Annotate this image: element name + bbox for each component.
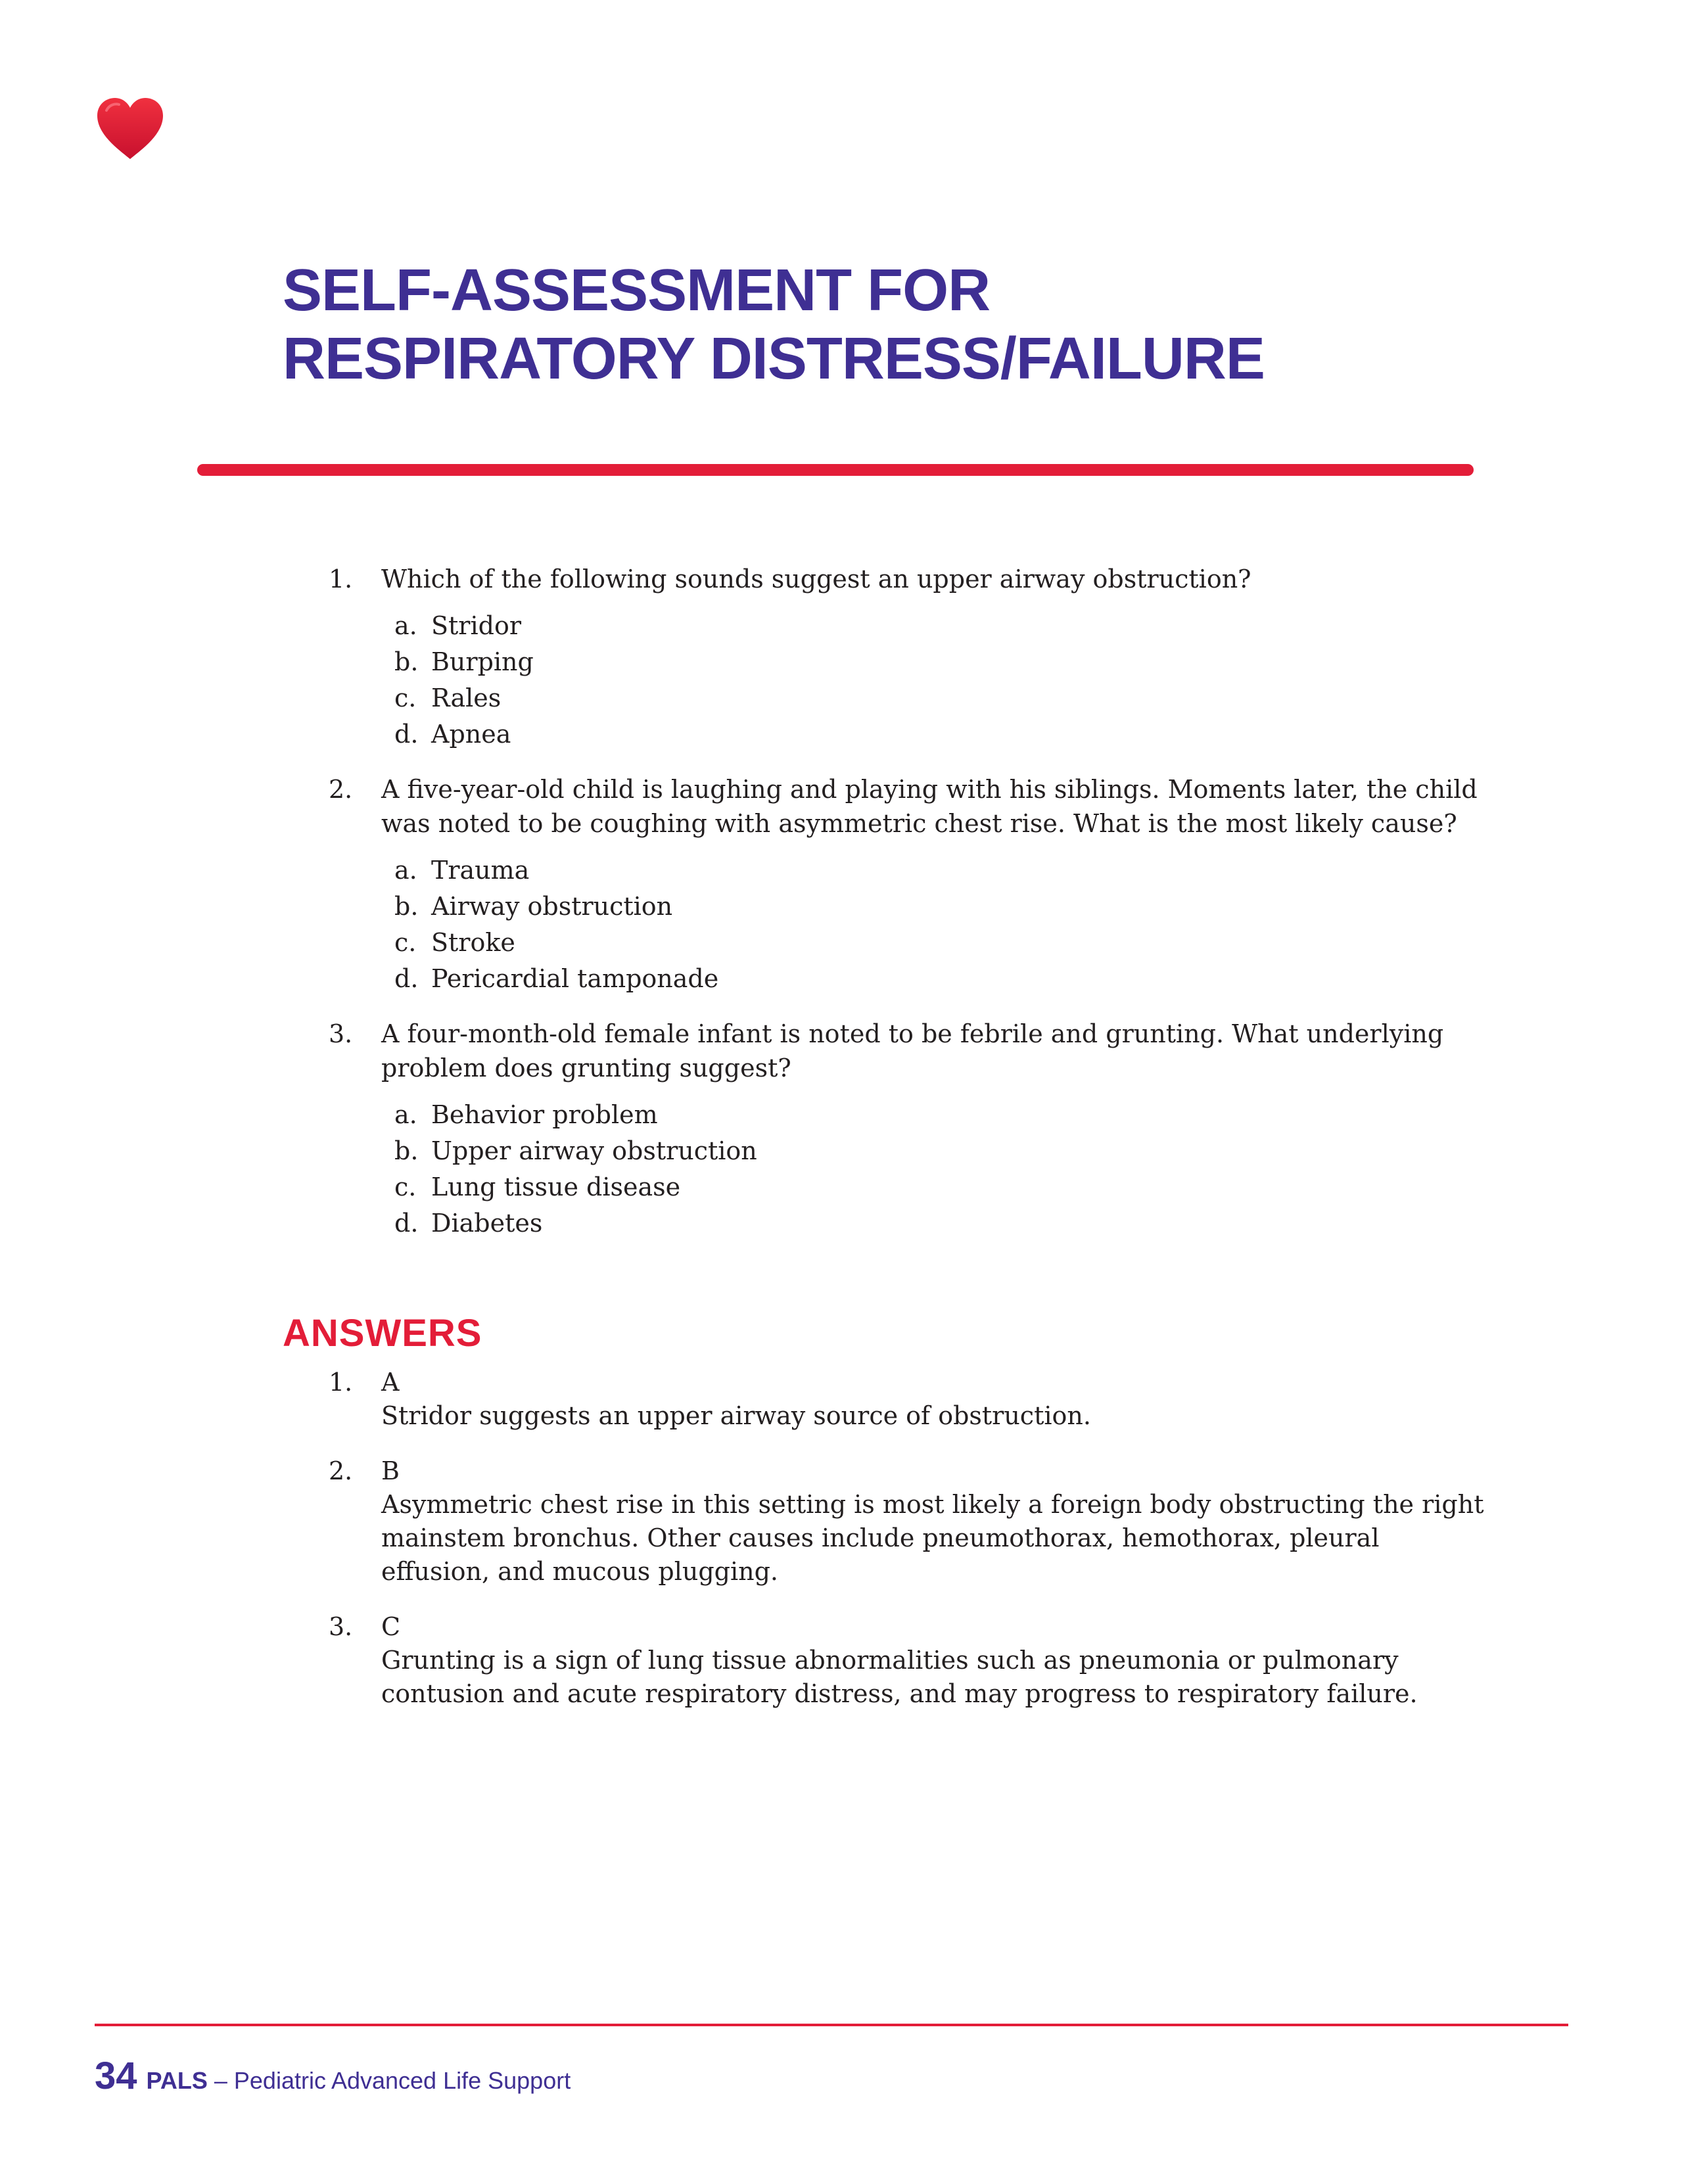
question-text: A four-month-old female infant is noted to be febrile and grunting. What underlying problem does grunting suggest? <box>381 1019 1444 1082</box>
option-text: Burping <box>431 647 534 676</box>
question-number: 1. <box>329 565 353 593</box>
option-text: Rales <box>431 684 502 712</box>
option-item <box>394 644 1485 680</box>
option-text: Behavior problem <box>431 1100 658 1129</box>
option-letter: a. <box>394 1100 417 1129</box>
answers-heading: ANSWERS <box>283 1312 482 1355</box>
option-letter: d. <box>394 1209 419 1238</box>
answer-explanation: Stridor suggests an upper airway source of obstruction. <box>381 1401 1091 1430</box>
page-title-line-1: SELF-ASSESSMENT FOR <box>283 258 991 323</box>
page-footer <box>95 2054 571 2098</box>
option-letter: b. <box>394 1136 419 1165</box>
option-letter: c. <box>394 684 417 712</box>
option-item <box>394 1097 1485 1133</box>
page-number: 34 <box>95 2055 137 2097</box>
option-letter: a. <box>394 611 417 640</box>
option-letter: c. <box>394 928 417 957</box>
option-item <box>394 680 1485 716</box>
option-item <box>394 1205 1485 1242</box>
option-text: Diabetes <box>431 1209 543 1238</box>
question-1 <box>329 562 1485 753</box>
option-letter: d. <box>394 964 419 993</box>
option-text: Upper airway obstruction <box>431 1136 757 1165</box>
option-text: Stridor <box>431 611 521 640</box>
footer-brand: PALS <box>146 2067 208 2094</box>
answer-letter: B <box>381 1456 400 1485</box>
answer-number: 1. <box>329 1368 353 1397</box>
option-letter: c. <box>394 1173 417 1201</box>
question-text: A five-year-old child is laughing and playing with his siblings. Moments later, the child was noted to be coughing with asymmetric chest rise. What is the most likely cause? <box>381 775 1478 838</box>
answer-3 <box>329 1610 1485 1711</box>
question-3 <box>329 1017 1485 1242</box>
answer-explanation: Asymmetric chest rise in this setting is most likely a foreign body obstructing the right mainstem bronchus. Other causes include pneumothorax, hemothorax, pleural effusion, and mucous plugging. <box>381 1490 1484 1586</box>
option-item <box>394 608 1485 644</box>
answer-number: 3. <box>329 1612 353 1641</box>
option-letter: b. <box>394 892 419 921</box>
answer-letter: A <box>381 1368 400 1397</box>
answer-explanation: Grunting is a sign of lung tissue abnormalities such as pneumonia or pulmonary contusion and acute respiratory distress, and may progress to respiratory failure. <box>381 1646 1418 1708</box>
option-list <box>381 608 1485 753</box>
option-text: Airway obstruction <box>431 892 673 921</box>
question-number: 3. <box>329 1019 353 1048</box>
option-text: Lung tissue disease <box>431 1173 681 1201</box>
question-list <box>329 562 1485 1261</box>
option-item <box>394 852 1485 889</box>
option-list <box>381 852 1485 997</box>
title-divider <box>197 464 1474 476</box>
option-item <box>394 889 1485 925</box>
option-list <box>381 1097 1485 1242</box>
option-item <box>394 1133 1485 1169</box>
footer-subtitle: – Pediatric Advanced Life Support <box>207 2067 571 2094</box>
page-title-line-2: RESPIRATORY DISTRESS/FAILURE <box>283 326 1265 392</box>
answer-letter: C <box>381 1612 401 1641</box>
option-item <box>394 716 1485 753</box>
footer-divider <box>95 2024 1568 2026</box>
answer-2 <box>329 1454 1485 1589</box>
option-text: Apnea <box>431 720 511 749</box>
option-letter: a. <box>394 856 417 885</box>
option-letter: d. <box>394 720 419 749</box>
option-text: Stroke <box>431 928 515 957</box>
option-item <box>394 925 1485 961</box>
option-text: Trauma <box>431 856 530 885</box>
page-title <box>283 256 1265 393</box>
option-letter: b. <box>394 647 419 676</box>
option-item <box>394 961 1485 997</box>
heart-icon <box>95 96 166 162</box>
option-item <box>394 1169 1485 1205</box>
question-number: 2. <box>329 775 353 804</box>
answer-list <box>329 1366 1485 1732</box>
answer-1 <box>329 1366 1485 1433</box>
option-text: Pericardial tamponade <box>431 964 719 993</box>
answer-number: 2. <box>329 1456 353 1485</box>
question-text: Which of the following sounds suggest an upper airway obstruction? <box>381 565 1251 593</box>
question-2 <box>329 772 1485 997</box>
